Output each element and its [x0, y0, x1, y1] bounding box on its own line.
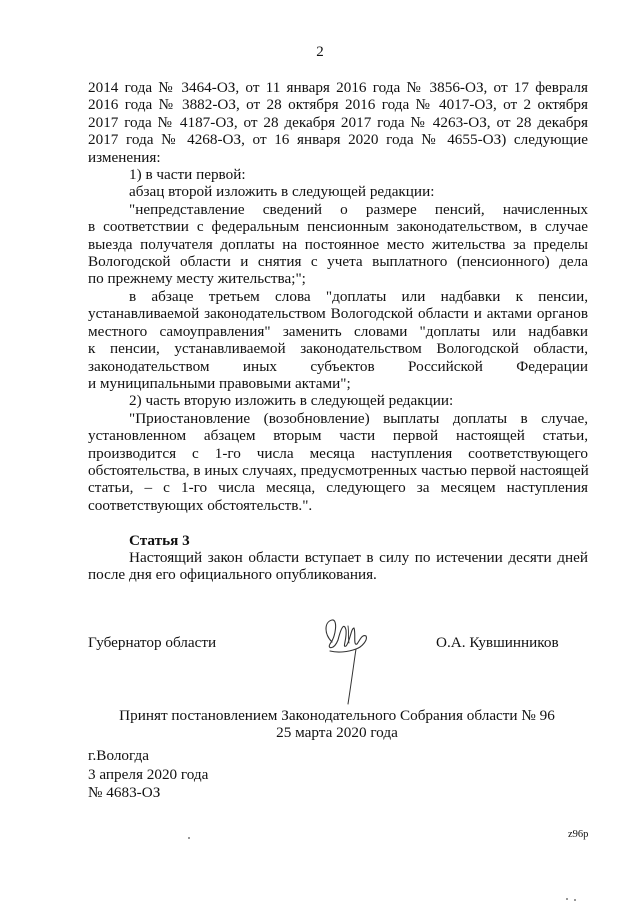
body-line: Вологодской области и снятия с учета выплатного (пенсионного) дела [88, 253, 588, 271]
article-2-body [88, 79, 588, 514]
article-3-line: Настоящий закон области вступает в силу по истечении десяти дней [129, 549, 588, 566]
scan-speck [574, 899, 576, 901]
body-line: 2017 года № 4268-ОЗ, от 16 января 2020 года № 4655-ОЗ) следующие [88, 131, 588, 149]
body-line: соответствующих обстоятельств.". [88, 496, 313, 514]
adoption-date: 25 марта 2020 года [276, 724, 398, 742]
adoption-note [0, 707, 640, 742]
body-line: производится с 1-го числа месяца наступления соответствующего [88, 444, 588, 462]
body-line: 2017 года № 4187-ОЗ, от 28 декабря 2017 года № 4263-ОЗ, от 28 декабря [88, 113, 588, 131]
article-3-body [88, 549, 588, 584]
signing-date: 3 апреля 2020 года [88, 765, 209, 783]
governor-title: Губернатор области [88, 634, 217, 651]
body-line: статьи, – с 1-го числа месяца, следующего за месяцем наступления [88, 479, 588, 497]
city: г.Вологда [88, 747, 149, 764]
place-and-date [88, 747, 208, 803]
body-line: абзац второй изложить в следующей редакции: [129, 183, 435, 201]
article-3-line: после дня его официального опубликования. [88, 566, 377, 584]
scan-speck [566, 898, 568, 900]
handwritten-signature [318, 614, 374, 706]
body-line: изменения: [88, 148, 161, 166]
body-line: 2016 года № 3882-ОЗ, от 28 октября 2016 года № 4017-ОЗ, от 2 октября [88, 96, 588, 114]
body-line: 2) часть вторую изложить в следующей редакции: [129, 392, 454, 410]
body-line: 2014 года № 3464-ОЗ, от 11 января 2016 года № 3856-ОЗ, от 17 февраля [88, 79, 588, 96]
adoption-line: Принят постановлением Законодательного Собрания области № 96 [119, 707, 555, 724]
document-code: z96p [568, 829, 589, 840]
article-3-heading: Статья 3 [129, 532, 190, 549]
body-line: в соответствии с федеральным пенсионным законодательством, в случае [88, 218, 588, 236]
page-number: 2 [316, 44, 324, 60]
body-line: в абзаце третьем слова "доплаты или надбавки к пенсии, [129, 287, 588, 305]
body-line: установленном абзацем вторым части первой настоящей статьи, [88, 427, 588, 445]
body-line: "непредставление сведений о размере пенсий, начисленных [129, 200, 588, 218]
body-line: устанавливаемой законодательством Вологодской области и актами органов [88, 305, 588, 323]
governor-name: О.А. Кувшинников [436, 634, 559, 651]
body-line: "Приостановление (возобновление) выплаты доплаты в случае, [129, 409, 588, 427]
body-line: обстоятельства, в иных случаях, предусмотренных частью первой настоящей [88, 461, 589, 479]
body-line: 1) в части первой: [129, 166, 246, 184]
scan-speck [188, 837, 190, 839]
law-number: № 4683-ОЗ [88, 784, 161, 802]
body-line: к пенсии, устанавливаемой законодательством Вологодской области, [88, 340, 588, 358]
body-line: законодательством иных субъектов Российской Федерации [88, 357, 588, 375]
body-line: по прежнему месту жительства;"; [88, 270, 306, 288]
body-line: местного самоуправления" заменить словами "доплаты или надбавки [88, 322, 588, 340]
body-line: выезда получателя доплаты на постоянное место жительства за пределы [88, 235, 588, 253]
body-line: и муниципальными правовыми актами"; [88, 374, 351, 392]
